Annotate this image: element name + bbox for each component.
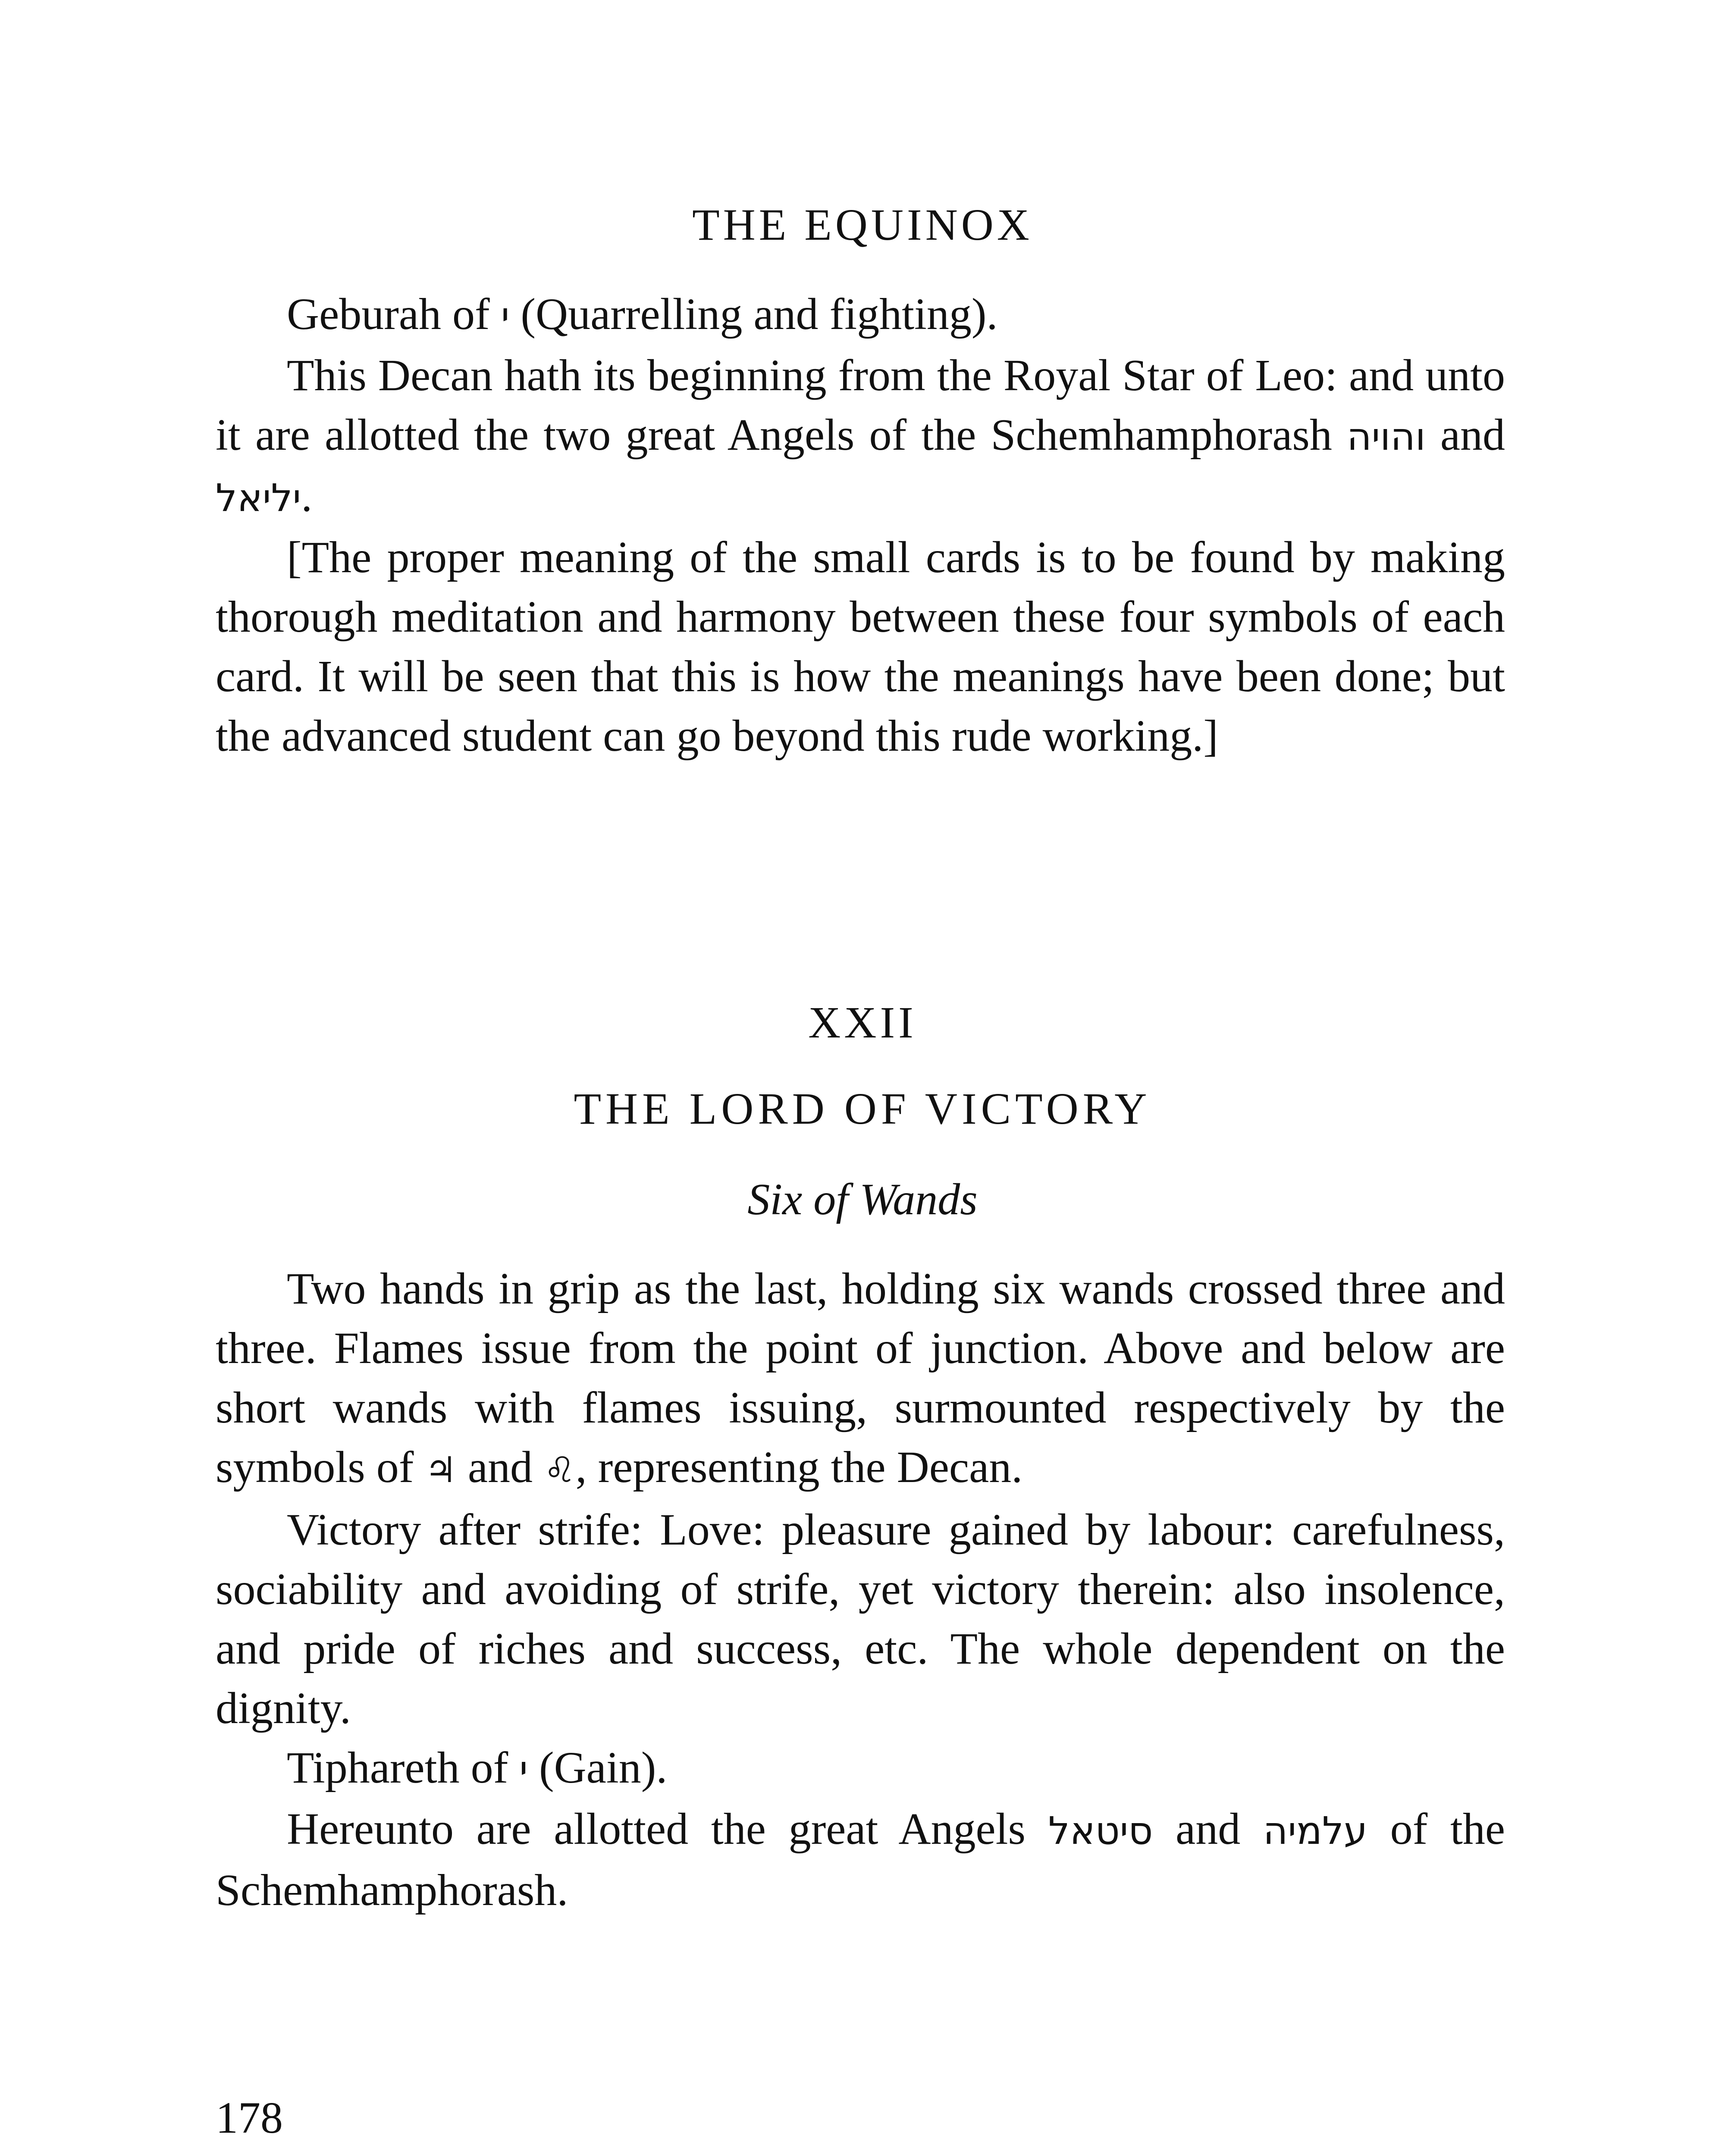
text-run: of the Schemhamphorash.: [216, 1804, 1505, 1915]
paragraph-meaning: Victory after strife: Love: pleasure gained by labour: carefulness, sociability and avoiding of strife, yet victory therein: also insolence, and pride of riches and success, etc. The whole dependent on the dignity.: [216, 1505, 1505, 1733]
leo-symbol-icon: ♌: [544, 1450, 576, 1491]
text-run: (Gain).: [527, 1743, 668, 1792]
text-run: Tiphareth of: [287, 1743, 520, 1792]
text-run: This Decan hath its beginning from the Royal Star of Leo: and unto it are allotted the two great Angels of the Schemhamphorash: [216, 351, 1505, 460]
section-one: [216, 285, 1505, 766]
hebrew-angel-name: עלמיה: [1263, 1808, 1367, 1853]
section-two: [216, 1259, 1505, 1920]
card-name: Six of Wands: [747, 1175, 978, 1224]
chapter-number: XXII: [808, 998, 917, 1047]
text-run: and: [456, 1442, 544, 1492]
paragraph-proper-meaning: [The proper meaning of the small cards is to be found by making thorough meditation and harmony between these four symbols of each card. It will be seen that this is how the meanings have been done; but the advanced student can go beyond this rude working.]: [216, 533, 1505, 761]
hebrew-yod-symbol: י: [519, 1747, 528, 1792]
paragraph-description: [216, 1259, 1505, 1500]
text-run: Hereunto are allotted the great Angels: [287, 1804, 1048, 1854]
jupiter-symbol-icon: ♃: [425, 1450, 457, 1491]
text-run: Two hands in grip as the last, holding six wands crossed three and three. Flames issue from the point of junction. Above and below are short wands with flames issuing, surmounted respectively by the symbols of: [216, 1264, 1505, 1492]
text-run: and: [1153, 1804, 1263, 1854]
text-run: Geburah of: [287, 289, 501, 339]
paragraph-geburah: [216, 285, 1505, 346]
text-run: and: [1425, 410, 1505, 460]
hebrew-angel-name: יליאל: [216, 476, 301, 520]
hebrew-angel-name: סיטאל: [1048, 1808, 1153, 1853]
hebrew-angel-name: והויה: [1347, 414, 1426, 459]
paragraph-decan: [216, 346, 1505, 528]
chapter-title: THE LORD OF VICTORY: [574, 1084, 1151, 1134]
running-head: THE EQUINOX: [692, 200, 1033, 250]
page-number: 178: [216, 2093, 283, 2143]
paragraph-tiphareth: [216, 1738, 1505, 1799]
text-run: , representing the Decan.: [575, 1442, 1023, 1492]
paragraph-angels: [216, 1799, 1505, 1920]
text-run: .: [301, 471, 313, 521]
hebrew-yod-symbol: י: [501, 294, 510, 338]
text-run: (Quarrelling and fighting).: [509, 289, 998, 339]
